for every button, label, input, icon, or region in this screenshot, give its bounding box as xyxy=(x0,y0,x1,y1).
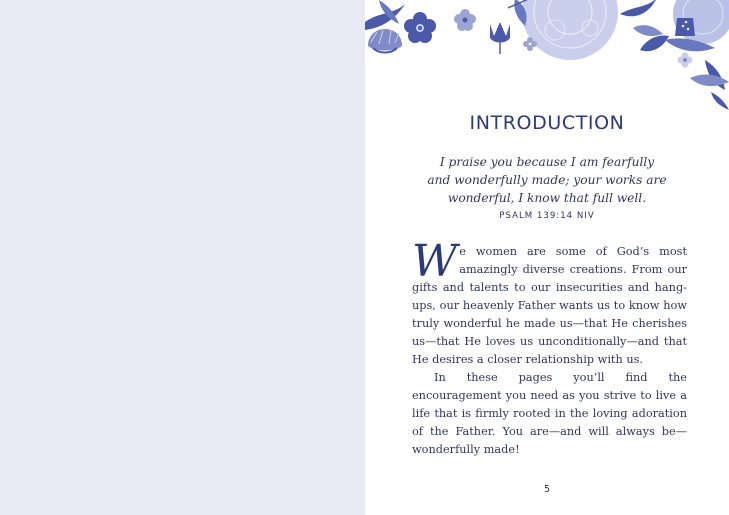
right-page xyxy=(365,0,729,515)
chapter-title: INTRODUCTION xyxy=(469,112,625,134)
paragraph-text: e women are some of God’s most amazingly diverse creations. From our gifts and talents to our insecurities and hang-ups, our heavenly Father wants us to know how truly wonderful he made us—that He cherishes us—that He loves us unconditionally—and that He desires a closer relationship with us. xyxy=(412,245,687,366)
epigraph-line: wonderful, I know that full well. xyxy=(447,191,647,205)
epigraph-line: and wonderfully made; your works are xyxy=(427,173,667,187)
epigraph-line: I praise you because I am fearfully xyxy=(439,155,655,169)
epigraph-citation: PSALM 139:14 NIV xyxy=(499,211,595,221)
floral-border-illustration xyxy=(365,0,729,110)
page-number: 5 xyxy=(543,484,551,495)
body-paragraph xyxy=(412,236,687,369)
epigraph-quote xyxy=(385,153,709,207)
body-text xyxy=(412,236,687,459)
drop-cap: W xyxy=(412,236,458,287)
body-paragraph: In these pages you’ll find the encouragement you need as you strive to live a life that is firmly rooted in the loving adoration of the Father. You are—and will always be—wonderfully made! xyxy=(412,371,687,456)
